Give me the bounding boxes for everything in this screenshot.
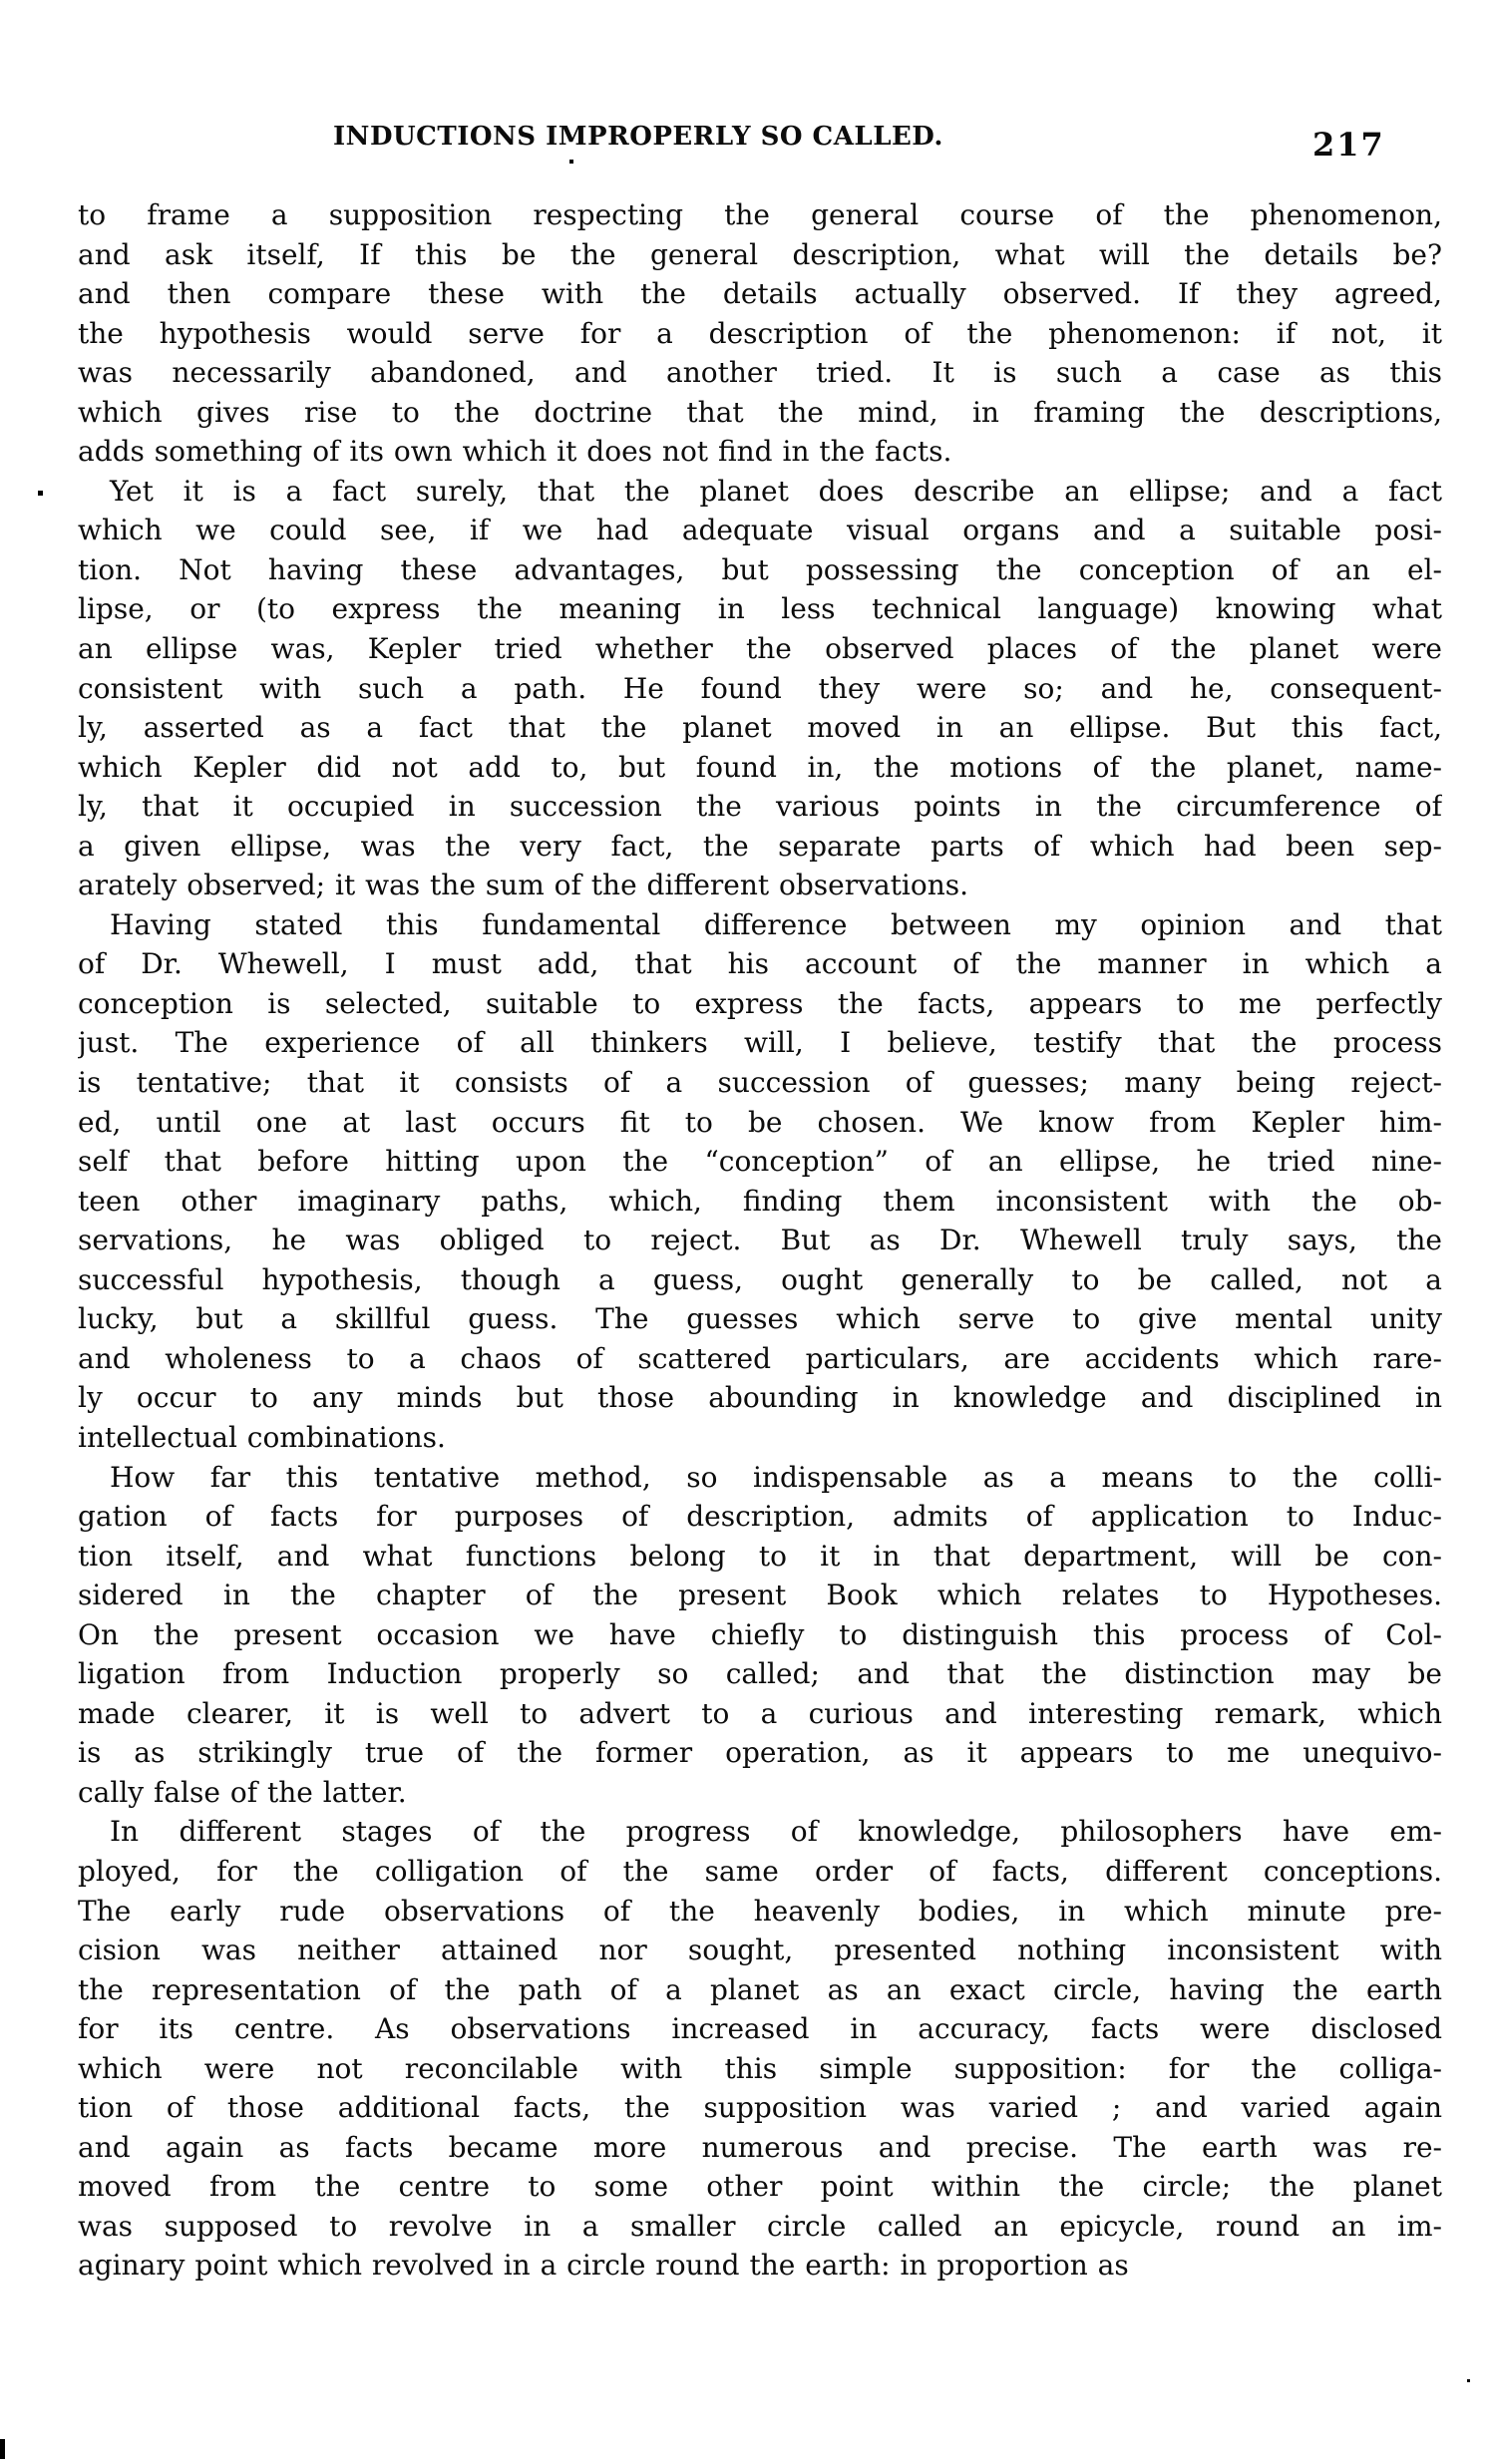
scan-artifact [38,491,43,496]
text-line: servations, he was obliged to reject. But as Dr. Whewell truly says, the [78,1224,1442,1257]
text-line: and wholeness to a chaos of scattered particulars, are accidents which rare- [78,1341,1442,1375]
text-line: just. The experience of all thinkers will, I believe, testify that the process [78,1026,1442,1060]
scan-artifact [1467,2379,1470,2382]
text-line: lipse, or (to express the meaning in less technical language) knowing what [78,592,1442,626]
text-line: which gives rise to the doctrine that the mind, in framing the descriptions, [78,395,1442,429]
text-line: a given ellipse, was the very fact, the separate parts of which had been sep- [78,829,1442,863]
text-line: tion itself, and what functions belong to it in that department, will be con- [78,1539,1442,1573]
text-line: made clearer, it is well to advert to a curious and interesting remark, which [78,1696,1442,1730]
text-line: cally false of the latter. [78,1775,407,1809]
text-line: aginary point which revolved in a circle round the earth: in proportion as [78,2249,1129,2283]
text-line: which were not reconcilable with this simple supposition: for the colliga- [78,2051,1442,2085]
text-line: successful hypothesis, though a guess, ought generally to be called, not a [78,1262,1442,1296]
text-line: ly occur to any minds but those abounding in knowledge and disciplined in [78,1381,1442,1415]
text-line: is as strikingly true of the former operation, as it appears to me unequivo- [78,1736,1442,1770]
text-line: sidered in the chapter of the present Book which relates to Hypotheses. [78,1579,1442,1612]
text-line: of Dr. Whewell, I must add, that his account of the manner in which a [78,947,1442,981]
text-line: ly, asserted as a fact that the planet moved in an ellipse. But this fact, [78,711,1442,745]
text-line: for its centre. As observations increased in accuracy, facts were disclosed [78,2012,1442,2046]
text-line: the hypothesis would serve for a description of the phenomenon: if not, it [78,316,1442,350]
text-line: self that before hitting upon the “conception” of an ellipse, he tried nine- [78,1145,1442,1179]
text-line: How far this tentative method, so indispensable as a means to the colli- [110,1460,1442,1494]
text-line: ployed, for the colligation of the same order of facts, different conceptions. [78,1854,1442,1888]
text-line: was supposed to revolve in a smaller circle called an epicycle, round an im- [78,2209,1442,2243]
text-line: gation of facts for purposes of description, admits of application to Induc- [78,1500,1442,1534]
text-line: and again as facts became more numerous and precise. The earth was re- [78,2130,1442,2164]
text-line: and ask itself, If this be the general description, what will the details be? [78,237,1442,271]
text-line: conception is selected, suitable to express the facts, appears to me perfectly [78,986,1442,1020]
text-line: consistent with such a path. He found they were so; and he, consequent- [78,671,1442,705]
text-line: intellectual combinations. [78,1420,446,1454]
text-line: which Kepler did not add to, but found in, the motions of the planet, name- [78,750,1442,784]
text-line: and then compare these with the details actually observed. If they agreed, [78,277,1442,311]
scan-artifact [0,2439,5,2459]
text-line: tion of those additional facts, the supposition was varied ; and varied again [78,2091,1442,2125]
text-line: On the present occasion we have chiefly to distinguish this process of Col- [78,1617,1442,1651]
text-line: cision was neither attained nor sought, presented nothing inconsistent with [78,1934,1442,1967]
text-line: teen other imaginary paths, which, finding them inconsistent with the ob- [78,1184,1442,1218]
text-line: tion. Not having these advantages, but possessing the conception of an el- [78,552,1442,586]
text-line: Yet it is a fact surely, that the planet does describe an ellipse; and a fact [110,474,1442,508]
text-line: Having stated this fundamental difference between my opinion and that [110,907,1442,941]
text-line: was necessarily abandoned, and another tried. It is such a case as this [78,356,1442,390]
text-line: In different stages of the progress of knowledge, philosophers have em- [110,1815,1442,1849]
text-line: which we could see, if we had adequate visual organs and a suitable posi- [78,514,1442,547]
text-line: to frame a supposition respecting the general course of the phenomenon, [78,198,1442,231]
text-line: arately observed; it was the sum of the different observations. [78,869,969,902]
text-line: the representation of the path of a planet as an exact circle, having the earth [78,1972,1442,2006]
text-line: adds something of its own which it does not find in the facts. [78,435,952,469]
paragraph [78,472,1442,905]
paragraph [78,1812,1442,2286]
text-line: an ellipse was, Kepler tried whether the observed places of the planet were [78,632,1442,666]
scan-artifact [569,160,573,164]
text-line: ligation from Induction properly so called; and that the distinction may be [78,1657,1442,1691]
text-line: lucky, but a skillful guess. The guesses which serve to give mental unity [78,1302,1442,1336]
page-body [78,195,1442,2286]
paragraph [78,1458,1442,1813]
paragraph [78,195,1442,472]
page-number: 217 [1312,126,1385,164]
paragraph [78,905,1442,1458]
page-header: INDUCTIONS IMPROPERLY SO CALLED. [333,122,943,152]
text-line: moved from the centre to some other point within the circle; the planet [78,2170,1442,2204]
text-line: ed, until one at last occurs fit to be chosen. We know from Kepler him- [78,1105,1442,1139]
text-line: The early rude observations of the heavenly bodies, in which minute pre- [78,1894,1442,1928]
text-line: ly, that it occupied in succession the various points in the circumference of [78,790,1442,824]
text-line: is tentative; that it consists of a succession of guesses; many being reject- [78,1066,1442,1100]
